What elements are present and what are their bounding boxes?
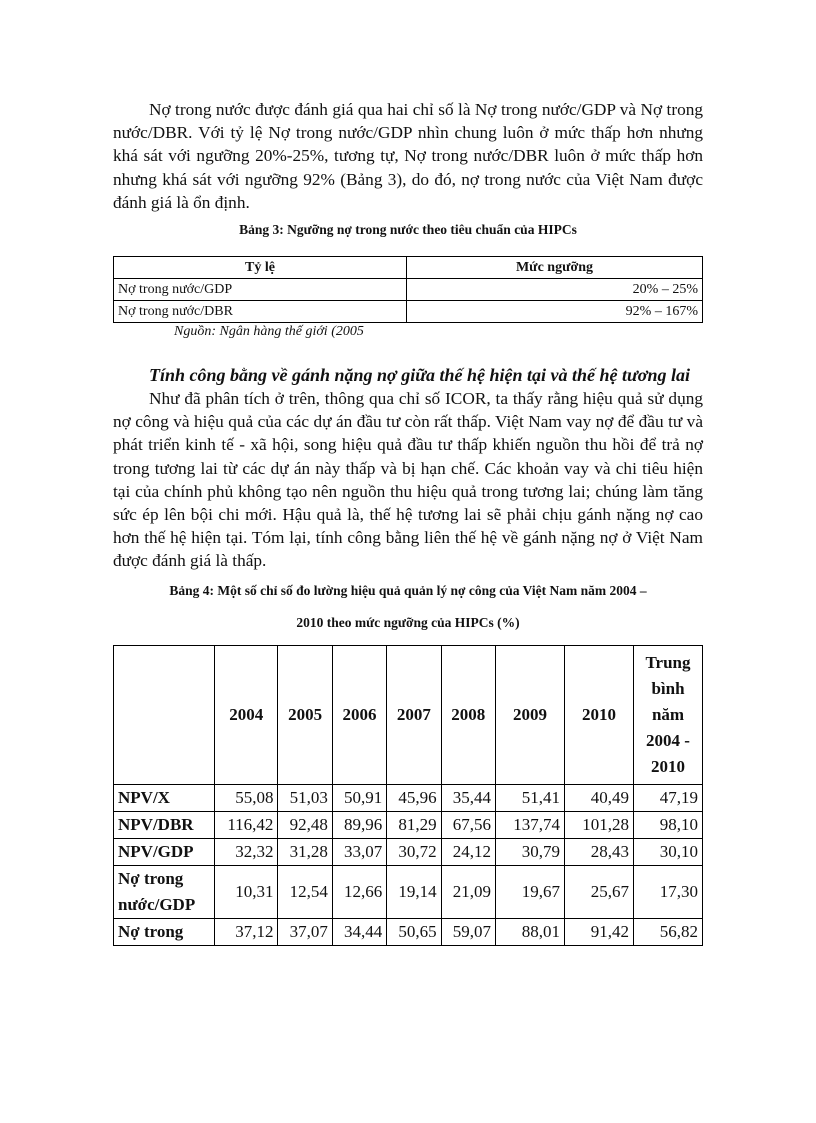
table4-header-year: 2010: [565, 645, 634, 784]
table3-header-row: [114, 257, 703, 279]
table4-cell: 28,43: [565, 838, 634, 865]
table4-header-year: 2007: [387, 645, 441, 784]
table4-caption-line2: 2010 theo mức ngưỡng của HIPCs (%): [296, 614, 520, 630]
table4-cell: 47,19: [634, 784, 703, 811]
table4-cell: 40,49: [565, 784, 634, 811]
table4-cell: 19,67: [496, 865, 565, 918]
body-paragraph: Như đã phân tích ở trên, thông qua chỉ số ICOR, ta thấy rằng hiệu quả sử dụng nợ công và hiệu quả của các dự án đầu tư còn rất thấp. Việt Nam vay nợ để đầu tư và phát triển kinh tế - xã hội, song hiệu quả đầu tư thấp khiến nguồn thu hồi để trả nợ trong tương lai từ các dự án này thấp và bị hạn chế. Các khoản vay và chi tiêu hiện tại của chính phủ không tạo nên nguồn thu hiệu quả trong tương lai; chúng làm tăng sức ép lên bội chi mới. Hậu quả là, thế hệ tương lai sẽ phải chịu gánh nặng nợ cao hơn thế hệ hiện tại. Tóm lại, tính công bằng liên thế hệ về gánh nặng nợ ở Việt Nam được đánh giá là thấp.: [113, 389, 703, 571]
table4-row-label: NPV/DBR: [114, 811, 215, 838]
table4-cell: 50,65: [387, 918, 441, 945]
table4-cell: 21,09: [441, 865, 495, 918]
table4-cell: 10,31: [215, 865, 278, 918]
table4-row-label: Nợ trong nước/GDP: [114, 865, 215, 918]
table4-cell: 98,10: [634, 811, 703, 838]
table3-cell: Nợ trong nước/GDP: [114, 279, 407, 301]
intro-paragraph: Nợ trong nước được đánh giá qua hai chỉ số là Nợ trong nước/GDP và Nợ trong nước/DBR. Với tỷ lệ Nợ trong nước/GDP nhìn chung luôn ở mức thấp hơn nhưng khá sát với ngưỡng 20%-25%, tương tự, Nợ trong nước/DBR luôn ở mức thấp hơn nhưng khá sát với ngưỡng 92% (Bảng 3), do đó, nợ trong nước của Việt Nam được đánh giá là ổn định.: [113, 100, 703, 212]
table4-cell: 56,82: [634, 918, 703, 945]
table4-row-label: NPV/GDP: [114, 838, 215, 865]
table3-header-threshold: Mức ngưỡng: [407, 257, 703, 279]
table4-cell: 33,07: [332, 838, 386, 865]
section-heading: Tính công bằng về gánh nặng nợ giữa thế hệ hiện tại và thế hệ tương lai: [149, 365, 690, 386]
table3-cell: Nợ trong nước/DBR: [114, 301, 407, 323]
table4-cell: 51,41: [496, 784, 565, 811]
table4-row-label: NPV/X: [114, 784, 215, 811]
table4-cell: 88,01: [496, 918, 565, 945]
table3-header-ratio: Tỷ lệ: [114, 257, 407, 279]
table3-cell: 20% – 25%: [407, 279, 703, 301]
table4-cell: 25,67: [565, 865, 634, 918]
table4-cell: 116,42: [215, 811, 278, 838]
table4-cell: 30,79: [496, 838, 565, 865]
table4-header-year: 2009: [496, 645, 565, 784]
table-row: [114, 918, 703, 945]
table4-header-average: Trung bình năm 2004 - 2010: [634, 645, 703, 784]
table-row: [114, 301, 703, 323]
table4-cell: 67,56: [441, 811, 495, 838]
table3-cell: 92% – 167%: [407, 301, 703, 323]
table4-cell: 19,14: [387, 865, 441, 918]
table4-cell: 35,44: [441, 784, 495, 811]
table4-cell: 12,66: [332, 865, 386, 918]
table4-cell: 81,29: [387, 811, 441, 838]
table4-cell: 51,03: [278, 784, 332, 811]
table4-cell: 32,32: [215, 838, 278, 865]
table-row: [114, 838, 703, 865]
table4-cell: 17,30: [634, 865, 703, 918]
table4-header-row: [114, 645, 703, 784]
table4-cell: 59,07: [441, 918, 495, 945]
table-row: [114, 784, 703, 811]
table4-cell: 31,28: [278, 838, 332, 865]
table4-header-year: 2005: [278, 645, 332, 784]
table4-cell: 91,42: [565, 918, 634, 945]
table4-body: [114, 784, 703, 945]
table4-cell: 55,08: [215, 784, 278, 811]
table4-caption-line1: Bảng 4: Một số chỉ số đo lường hiệu quả quản lý nợ công của Việt Nam năm 2004 –: [169, 582, 647, 598]
table4-cell: 137,74: [496, 811, 565, 838]
document-page: [113, 98, 703, 946]
table4-cell: 30,72: [387, 838, 441, 865]
table4-row-label: Nợ trong: [114, 918, 215, 945]
table4-cell: 92,48: [278, 811, 332, 838]
table3-caption: Bảng 3: Ngưỡng nợ trong nước theo tiêu chuẩn của HIPCs: [239, 222, 577, 238]
table4-cell: 24,12: [441, 838, 495, 865]
table4-cell: 12,54: [278, 865, 332, 918]
table-row: [114, 865, 703, 918]
table-row: [114, 279, 703, 301]
table4-cell: 50,91: [332, 784, 386, 811]
table-row: [114, 811, 703, 838]
table4-cell: 34,44: [332, 918, 386, 945]
table3: [113, 256, 703, 323]
table4-cell: 30,10: [634, 838, 703, 865]
table3-source: Nguồn: Ngân hàng thế giới (2005: [174, 324, 364, 340]
table4-header-year: 2008: [441, 645, 495, 784]
table4-cell: 45,96: [387, 784, 441, 811]
table4-header-year: 2004: [215, 645, 278, 784]
table4-cell: 37,12: [215, 918, 278, 945]
table4-cell: 37,07: [278, 918, 332, 945]
table4-header-year: 2006: [332, 645, 386, 784]
table4-cell: 101,28: [565, 811, 634, 838]
table4-header-empty: [114, 645, 215, 784]
table4: [113, 645, 703, 946]
table4-cell: 89,96: [332, 811, 386, 838]
